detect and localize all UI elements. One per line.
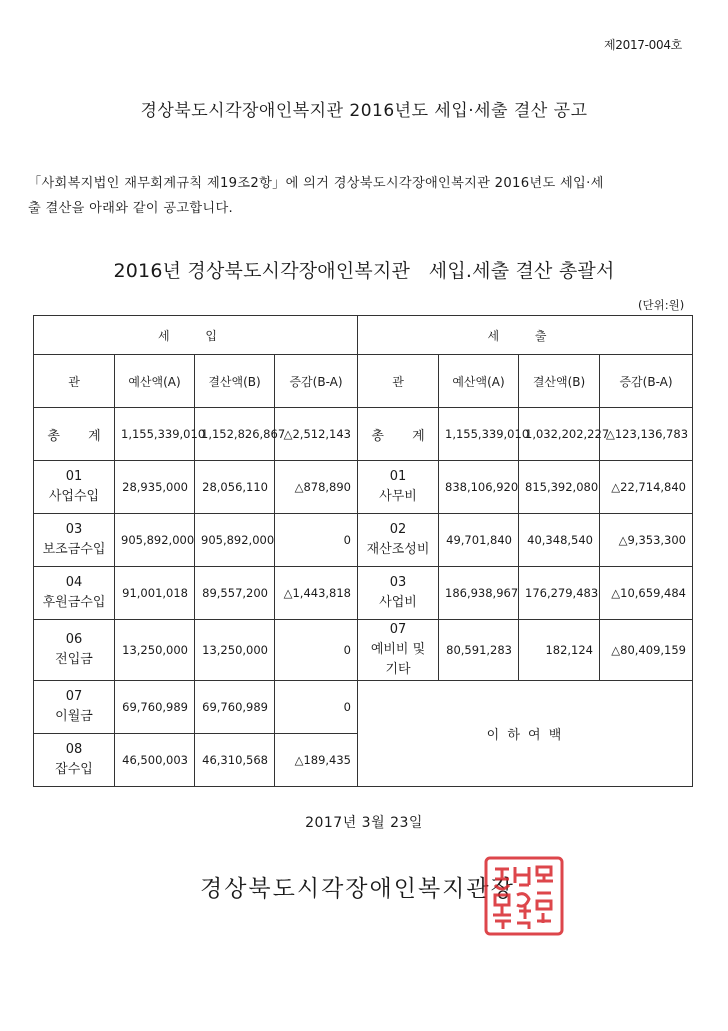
expense-budget: 49,701,840 xyxy=(439,514,519,567)
revenue-diff: △189,435 xyxy=(275,734,358,787)
expense-section-header: 세 출 xyxy=(358,316,693,355)
revenue-settled: 89,557,200 xyxy=(195,567,275,620)
revenue-settled: 69,760,989 xyxy=(195,681,275,734)
revenue-diff: 0 xyxy=(275,681,358,734)
revenue-settled: 46,310,568 xyxy=(195,734,275,787)
revenue-item: 06 전입금 xyxy=(34,620,115,681)
revenue-item: 04 후원금수입 xyxy=(34,567,115,620)
intro-paragraph xyxy=(28,171,700,221)
col-header-settled: 결산액(B) xyxy=(195,355,275,408)
revenue-item: 08 잡수입 xyxy=(34,734,115,787)
revenue-total-budget: 1,155,339,010 xyxy=(115,408,195,461)
revenue-budget: 905,892,000 xyxy=(115,514,195,567)
announcement-date: 2017년 3월 23일 xyxy=(305,815,423,831)
document-number: 제2017-004호 xyxy=(604,38,682,52)
expense-settled: 182,124 xyxy=(519,620,600,681)
expense-item: 02 재산조성비 xyxy=(358,514,439,567)
revenue-budget: 28,935,000 xyxy=(115,461,195,514)
table-row xyxy=(34,567,693,620)
expense-total-budget: 1,155,339,010 xyxy=(439,408,519,461)
revenue-budget: 69,760,989 xyxy=(115,681,195,734)
expense-diff: △10,659,484 xyxy=(600,567,693,620)
expense-diff: △80,409,159 xyxy=(600,620,693,681)
expense-settled: 40,348,540 xyxy=(519,514,600,567)
revenue-item: 07 이월금 xyxy=(34,681,115,734)
expense-total-settled: 1,032,202,227 xyxy=(519,408,600,461)
revenue-diff: △1,443,818 xyxy=(275,567,358,620)
signatory-name: 경상북도시각장애인복지관장 xyxy=(200,876,515,902)
table-title: 2016년 경상북도시각장애인복지관 세입.세출 결산 총괄서 xyxy=(113,260,615,282)
col-header-item: 관 xyxy=(34,355,115,408)
intro-line-1: 「사회복지법인 재무회계규칙 제19조2항」에 의거 경상북도시각장애인복지관 2016년도 세입·세 xyxy=(28,176,604,191)
expense-budget: 838,106,920 xyxy=(439,461,519,514)
expense-budget: 186,938,967 xyxy=(439,567,519,620)
expense-total-label: 총 계 xyxy=(358,408,439,461)
revenue-section-header: 세 입 xyxy=(34,316,358,355)
revenue-settled: 28,056,110 xyxy=(195,461,275,514)
table-row xyxy=(34,461,693,514)
expense-diff: △22,714,840 xyxy=(600,461,693,514)
expense-item: 03 사업비 xyxy=(358,567,439,620)
expense-item: 01 사무비 xyxy=(358,461,439,514)
revenue-diff: 0 xyxy=(275,620,358,681)
revenue-budget: 91,001,018 xyxy=(115,567,195,620)
revenue-settled: 13,250,000 xyxy=(195,620,275,681)
table-row xyxy=(34,514,693,567)
col-header-diff: 증감(B-A) xyxy=(275,355,358,408)
expense-settled: 176,279,483 xyxy=(519,567,600,620)
revenue-item: 01 사업수입 xyxy=(34,461,115,514)
revenue-budget: 46,500,003 xyxy=(115,734,195,787)
revenue-diff: △878,890 xyxy=(275,461,358,514)
page-title: 경상북도시각장애인복지관 2016년도 세입·세출 결산 공고 xyxy=(140,101,588,121)
col-header-budget: 예산액(A) xyxy=(439,355,519,408)
settlement-summary-table xyxy=(33,315,693,787)
col-header-budget: 예산액(A) xyxy=(115,355,195,408)
total-row xyxy=(34,408,693,461)
revenue-settled: 905,892,000 xyxy=(195,514,275,567)
revenue-diff: 0 xyxy=(275,514,358,567)
revenue-total-label: 총 계 xyxy=(34,408,115,461)
unit-label: (단위:원) xyxy=(638,298,685,312)
intro-line-2: 출 결산을 아래와 같이 공고합니다. xyxy=(28,201,234,216)
col-header-settled: 결산액(B) xyxy=(519,355,600,408)
revenue-total-diff: △2,512,143 xyxy=(275,408,358,461)
revenue-budget: 13,250,000 xyxy=(115,620,195,681)
expense-diff: △9,353,300 xyxy=(600,514,693,567)
expense-total-diff: △123,136,783 xyxy=(600,408,693,461)
table-row xyxy=(34,681,693,734)
col-header-item: 관 xyxy=(358,355,439,408)
revenue-item: 03 보조금수입 xyxy=(34,514,115,567)
expense-settled: 815,392,080 xyxy=(519,461,600,514)
blank-note: 이 하 여 백 xyxy=(358,681,693,787)
column-header-row xyxy=(34,355,693,408)
revenue-total-settled: 1,152,826,867 xyxy=(195,408,275,461)
table-row xyxy=(34,620,693,681)
col-header-diff: 증감(B-A) xyxy=(600,355,693,408)
expense-item: 07 예비비 및 기타 xyxy=(358,620,439,681)
expense-budget: 80,591,283 xyxy=(439,620,519,681)
official-seal-icon xyxy=(483,855,565,937)
